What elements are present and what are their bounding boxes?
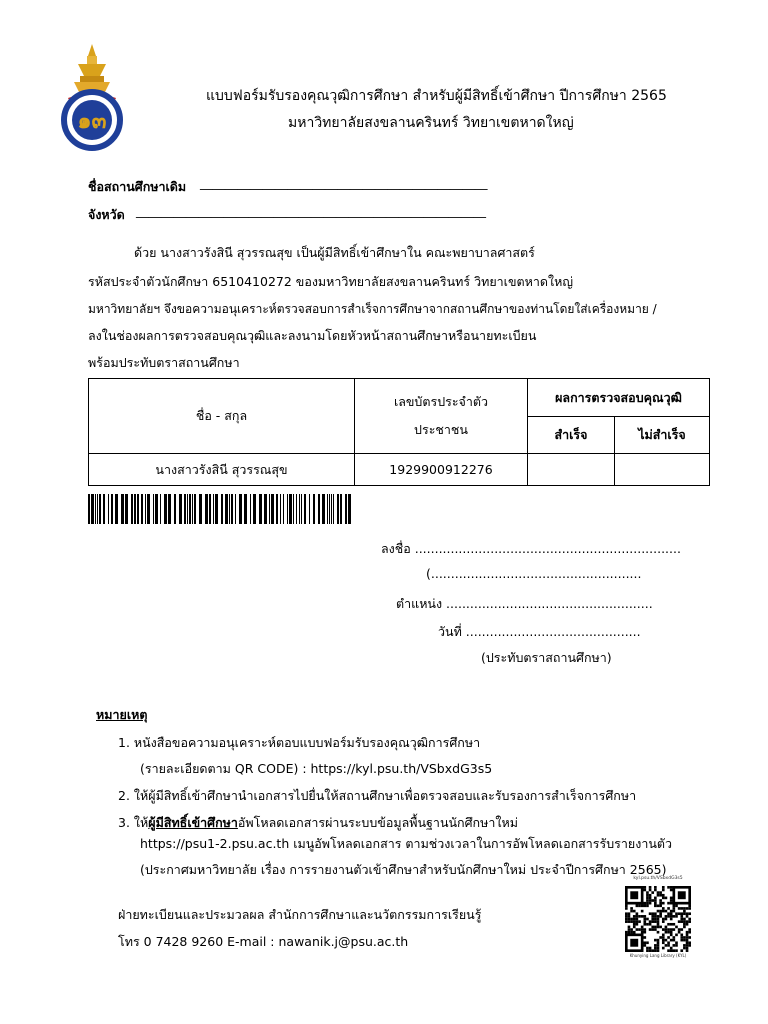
school-field-line[interactable]: ______________________________________________: [200, 175, 488, 190]
university-logo: [60, 42, 124, 152]
header-id-line2: ประชาชน: [414, 422, 468, 437]
stamp-note: (ประทับตราสถานศึกษา): [481, 650, 612, 665]
note-3-bold: ผู้มีสิทธิ์เข้าศึกษา: [148, 815, 238, 830]
date-line: วันที่ ............................................: [438, 624, 641, 639]
paragraph-1: ด้วย นางสาวรังสินี สุวรรณสุข เป็นผู้มีสิทธิ์เข้าศึกษาใน คณะพยาบาลศาสตร์: [134, 245, 535, 260]
note-3-url: https://psu1-2.psu.ac.th เมนูอัพโหลดเอกสาร ตามช่วงเวลาในการอัพโหลดเอกสารรับรายงานตัว: [140, 836, 673, 851]
header-fail: ไม่สำเร็จ: [615, 417, 710, 454]
notes-heading: หมายเหตุ: [96, 707, 148, 722]
contact-info: โทร 0 7428 9260 E-mail : nawanik.j@psu.ac.th: [118, 934, 409, 949]
header-pass: สำเร็จ: [528, 417, 615, 454]
province-label: จังหวัด: [88, 207, 125, 222]
form-title: แบบฟอร์มรับรองคุณวุฒิการศึกษา สำหรับผู้มีสิทธิ์เข้าศึกษา ปีการศึกษา 2565: [206, 88, 667, 104]
note-1-link: (รายละเอียดตาม QR CODE) : https://kyl.psu.th/VSbxdG3s5: [140, 761, 493, 776]
qr-code[interactable]: [625, 886, 691, 952]
row-pass-checkbox[interactable]: [528, 454, 615, 486]
header-name: ชื่อ - สกุล: [89, 379, 355, 454]
qr-caption-top: kyl.psu.th/VSbxdG3s5: [633, 876, 683, 881]
note-3-rest: อัพโหลดเอกสารผ่านระบบข้อมูลพื้นฐานนักศึกษาใหม่: [237, 815, 518, 830]
position-line: ตำแหน่ง ....................................................: [396, 596, 653, 611]
signature-name-line: (.....................................................: [426, 566, 642, 581]
header-id-line1: เลขบัตรประจำตัว: [393, 394, 489, 409]
note-3: [118, 813, 518, 833]
verification-table: [88, 378, 710, 486]
note-2: 2. ให้ผู้มีสิทธิ์เข้าศึกษานำเอกสารไปยื่นให้สถานศึกษาเพื่อตรวจสอบและรับรองการสำเร็จการศึกษา: [118, 788, 637, 803]
note-3-announcement: (ประกาศมหาวิทยาลัย เรื่อง การรายงานตัวเข้าศึกษาสำหรับนักศึกษาใหม่ ประจำปีการศึกษา 2565): [140, 862, 667, 877]
paragraph-3: มหาวิทยาลัยฯ จึงขอความอนุเคราะห์ตรวจสอบการสำเร็จการศึกษาจากสถานศึกษาของท่านโดยใส่เครื่องหมาย /: [88, 302, 657, 316]
paragraph-2: รหัสประจำตัวนักศึกษา 6510410272 ของมหาวิทยาลัยสงขลานครินทร์ วิทยาเขตหาดใหญ่: [88, 274, 573, 289]
header-result: ผลการตรวจสอบคุณวุฒิ: [528, 379, 710, 417]
school-label: ชื่อสถานศึกษาเดิม: [88, 179, 187, 194]
row-name: นางสาวรังสินี สุวรรณสุข: [89, 454, 355, 486]
form-subtitle: มหาวิทยาลัยสงขลานครินทร์ วิทยาเขตหาดใหญ่: [288, 115, 574, 131]
row-fail-checkbox[interactable]: [615, 454, 710, 486]
signature-line: ลงชื่อ ...................................................................: [381, 541, 681, 556]
province-field-line[interactable]: ________________________________________________________: [136, 203, 486, 218]
svg-text:๑๓: ๑๓: [77, 109, 107, 134]
barcode: [88, 494, 354, 524]
table-row: [89, 454, 710, 486]
note-1: 1. หนังสือขอความอนุเคราะห์ตอบแบบฟอร์มรับรองคุณวุฒิการศึกษา: [118, 735, 481, 750]
paragraph-4: ลงในช่องผลการตรวจสอบคุณวุฒิและลงนามโดยหัวหน้าสถานศึกษาหรือนายทะเบียน: [88, 328, 537, 343]
header-id: [355, 379, 528, 454]
qr-caption-bottom: Khunying Lang Library (KYL): [629, 953, 687, 958]
row-id: 1929900912276: [355, 454, 528, 486]
paragraph-5: พร้อมประทับตราสถานศึกษา: [88, 355, 240, 370]
office-name: ฝ่ายทะเบียนและประมวลผล สำนักการศึกษาและนวัตกรรมการเรียนรู้: [118, 907, 482, 922]
note-3-prefix: 3. ให้: [118, 815, 149, 830]
